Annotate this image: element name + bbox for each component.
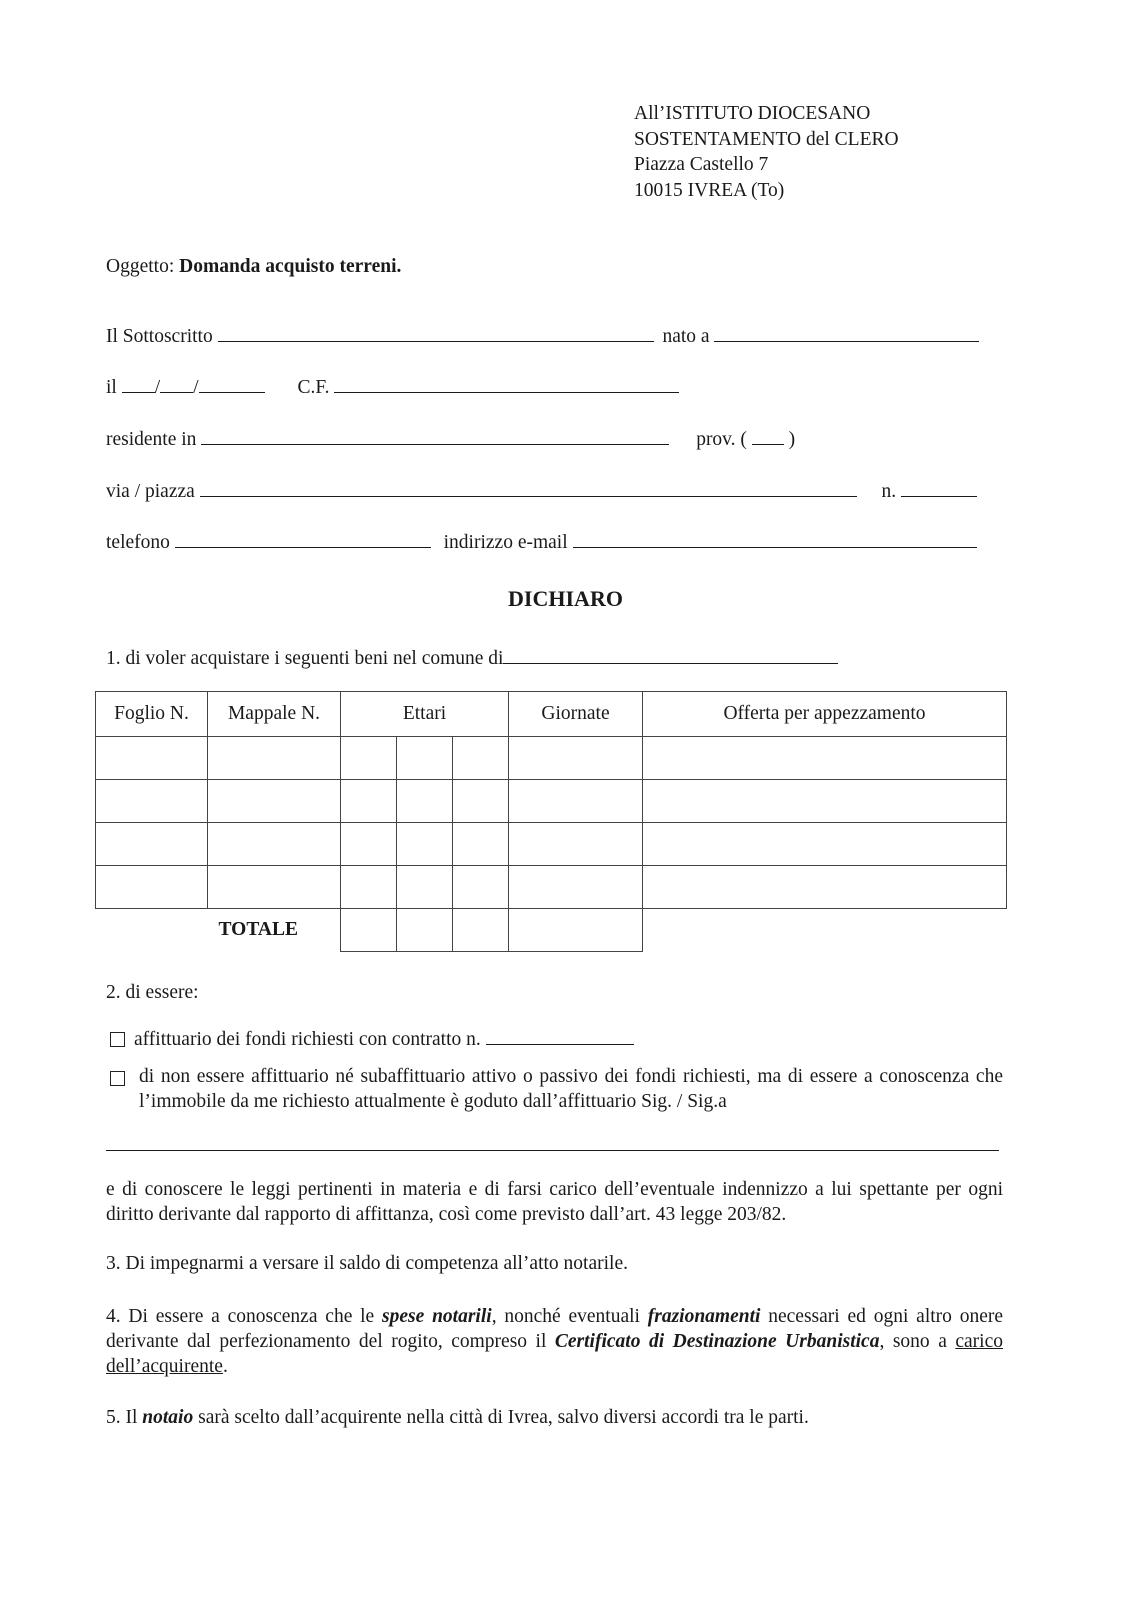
cell-mappale[interactable] [208, 823, 341, 866]
cell-offerta[interactable] [643, 866, 1007, 909]
declaration-title: DICHIARO [508, 586, 623, 611]
option-2-checkbox[interactable] [110, 1071, 125, 1086]
cf-label: C.F. [297, 377, 330, 398]
item-4-text: necessari ed ogni altro onere derivante dal perfezionamento del rogito, compreso il [106, 1306, 1004, 1352]
item-4-certificato: Certificato di Destinazione Urbanistica [554, 1331, 880, 1352]
cell-offerta[interactable] [643, 780, 1007, 823]
cell-giornate[interactable] [509, 866, 643, 909]
cell-foglio[interactable] [96, 737, 208, 780]
total-ettari-are[interactable] [397, 909, 453, 952]
cell-ettari-are[interactable] [397, 866, 453, 909]
header-offerta: Offerta per appezzamento [643, 692, 1007, 737]
parcels-table [95, 691, 1007, 952]
subject-line [106, 256, 401, 278]
item-2-continuation: e di conoscere le leggi pertinenti in materia e di farsi carico dell’eventuale indennizzo a lui spettante per ogni diritto derivante dal rapporto di affittanza, così come previsto dall’art. 43 legge 203/82. [106, 1179, 1003, 1225]
item-5-text: 5. Il [106, 1407, 143, 1428]
option-1-text: affittuario dei fondi richiesti con contratto n. [134, 1029, 481, 1050]
item-2-option-1 [110, 1028, 634, 1051]
tenant-name-field[interactable] [106, 1150, 999, 1151]
item-1-text: 1. di voler acquistare i seguenti beni nel comune di [106, 648, 504, 669]
table-header-row [96, 692, 1007, 737]
cell-mappale[interactable] [208, 780, 341, 823]
telefono-label: telefono [106, 532, 170, 553]
cell-giornate[interactable] [509, 823, 643, 866]
cell-ettari-ha[interactable] [341, 866, 397, 909]
subject-label: Oggetto: [106, 256, 175, 277]
total-ettari-ca[interactable] [453, 909, 509, 952]
header-foglio: Foglio N. [96, 692, 208, 737]
table-row [96, 866, 1007, 909]
street-field[interactable] [200, 480, 857, 497]
row-date-cf [106, 376, 679, 399]
email-label: indirizzo e-mail [443, 532, 568, 553]
item-5 [106, 1407, 809, 1429]
item-5-text: sarà scelto dall’acquirente nella città di Ivrea, salvo diversi accordi tra le parti. [193, 1407, 809, 1428]
option-2-text: di non essere affittuario né subaffittuario attivo o passivo dei fondi richiesti, ma di essere a conoscenza che l’immobile da me richiesto attualmente è goduto dall’affittuario Sig. / Sig.a [139, 1066, 1003, 1112]
prov-close: ) [788, 429, 796, 450]
phone-field[interactable] [175, 531, 431, 548]
cell-ettari-ca[interactable] [453, 737, 509, 780]
cell-ettari-are[interactable] [397, 737, 453, 780]
cell-foglio[interactable] [96, 866, 208, 909]
number-label: n. [881, 481, 897, 502]
total-giornate[interactable] [509, 909, 643, 952]
cell-foglio[interactable] [96, 780, 208, 823]
contract-number-field[interactable] [486, 1028, 634, 1045]
item-4-spese: spese notarili [382, 1306, 492, 1327]
cell-ettari-ha[interactable] [341, 737, 397, 780]
recipient-line-3: Piazza Castello 7 [634, 154, 769, 175]
item-1 [106, 647, 838, 670]
header-giornate: Giornate [509, 692, 643, 737]
item-2-intro: 2. di essere: [106, 982, 199, 1003]
row-contacts [106, 531, 977, 554]
cell-ettari-are[interactable] [397, 780, 453, 823]
item-3: 3. Di impegnarmi a versare il saldo di competenza all’atto notarile. [106, 1253, 628, 1274]
total-ettari-ha[interactable] [341, 909, 397, 952]
item-4-text: 4. Di essere a conoscenza che le [106, 1306, 383, 1327]
option-1-checkbox[interactable] [110, 1032, 125, 1047]
total-empty-cell [643, 909, 1007, 952]
cell-mappale[interactable] [208, 866, 341, 909]
table-row [96, 737, 1007, 780]
sottoscritto-field[interactable] [218, 325, 654, 342]
recipient-line-2: SOSTENTAMENTO del CLERO [634, 128, 899, 150]
date-separator: / [154, 377, 161, 398]
row-residence [106, 428, 795, 451]
nato-label: nato a [662, 326, 710, 347]
table-row [96, 823, 1007, 866]
prov-label: prov. ( [696, 429, 747, 450]
item-4-text: . [222, 1356, 228, 1377]
cf-field[interactable] [334, 376, 679, 393]
birthplace-field[interactable] [714, 325, 979, 342]
residente-label: residente in [106, 429, 197, 450]
cell-mappale[interactable] [208, 737, 341, 780]
sottoscritto-label: Il Sottoscritto [106, 326, 213, 347]
total-label: TOTALE [96, 909, 341, 952]
header-mappale: Mappale N. [208, 692, 341, 737]
cell-ettari-ca[interactable] [453, 780, 509, 823]
subject-value: Domanda acquisto terreni. [179, 256, 402, 277]
table-row [96, 780, 1007, 823]
cell-ettari-are[interactable] [397, 823, 453, 866]
date-label: il [106, 377, 117, 398]
street-number-field[interactable] [901, 480, 977, 497]
municipality-field[interactable] [503, 647, 838, 664]
cell-giornate[interactable] [509, 737, 643, 780]
table-total-row [96, 909, 1007, 952]
header-ettari: Ettari [341, 692, 509, 737]
province-field[interactable] [752, 428, 784, 445]
cell-giornate[interactable] [509, 780, 643, 823]
date-separator: / [193, 377, 199, 398]
date-year-field[interactable] [199, 376, 265, 393]
cell-ettari-ha[interactable] [341, 780, 397, 823]
date-month-field[interactable] [160, 376, 193, 393]
date-day-field[interactable] [122, 376, 155, 393]
row-street [106, 480, 977, 503]
cell-ettari-ha[interactable] [341, 823, 397, 866]
item-4-text: , sono a [879, 1331, 956, 1352]
via-label: via / piazza [106, 481, 195, 502]
recipient-address [634, 101, 899, 203]
item-5-notaio: notaio [142, 1407, 194, 1428]
cell-ettari-ca[interactable] [453, 866, 509, 909]
item-4-frazionamenti: frazionamenti [647, 1306, 761, 1327]
recipient-line-4: 10015 IVREA (To) [634, 179, 785, 201]
row-name [106, 325, 979, 348]
item-4-carico: carico dell’acquirente [106, 1331, 1003, 1377]
cell-offerta[interactable] [643, 823, 1007, 866]
cell-foglio[interactable] [96, 823, 208, 866]
cell-offerta[interactable] [643, 737, 1007, 780]
recipient-line-1: All’ISTITUTO DIOCESANO [634, 103, 871, 124]
email-field[interactable] [573, 531, 977, 548]
item-4-text: , nonché eventuali [491, 1306, 648, 1327]
residence-field[interactable] [201, 428, 669, 445]
item-4 [106, 1304, 1003, 1379]
cell-ettari-ca[interactable] [453, 823, 509, 866]
